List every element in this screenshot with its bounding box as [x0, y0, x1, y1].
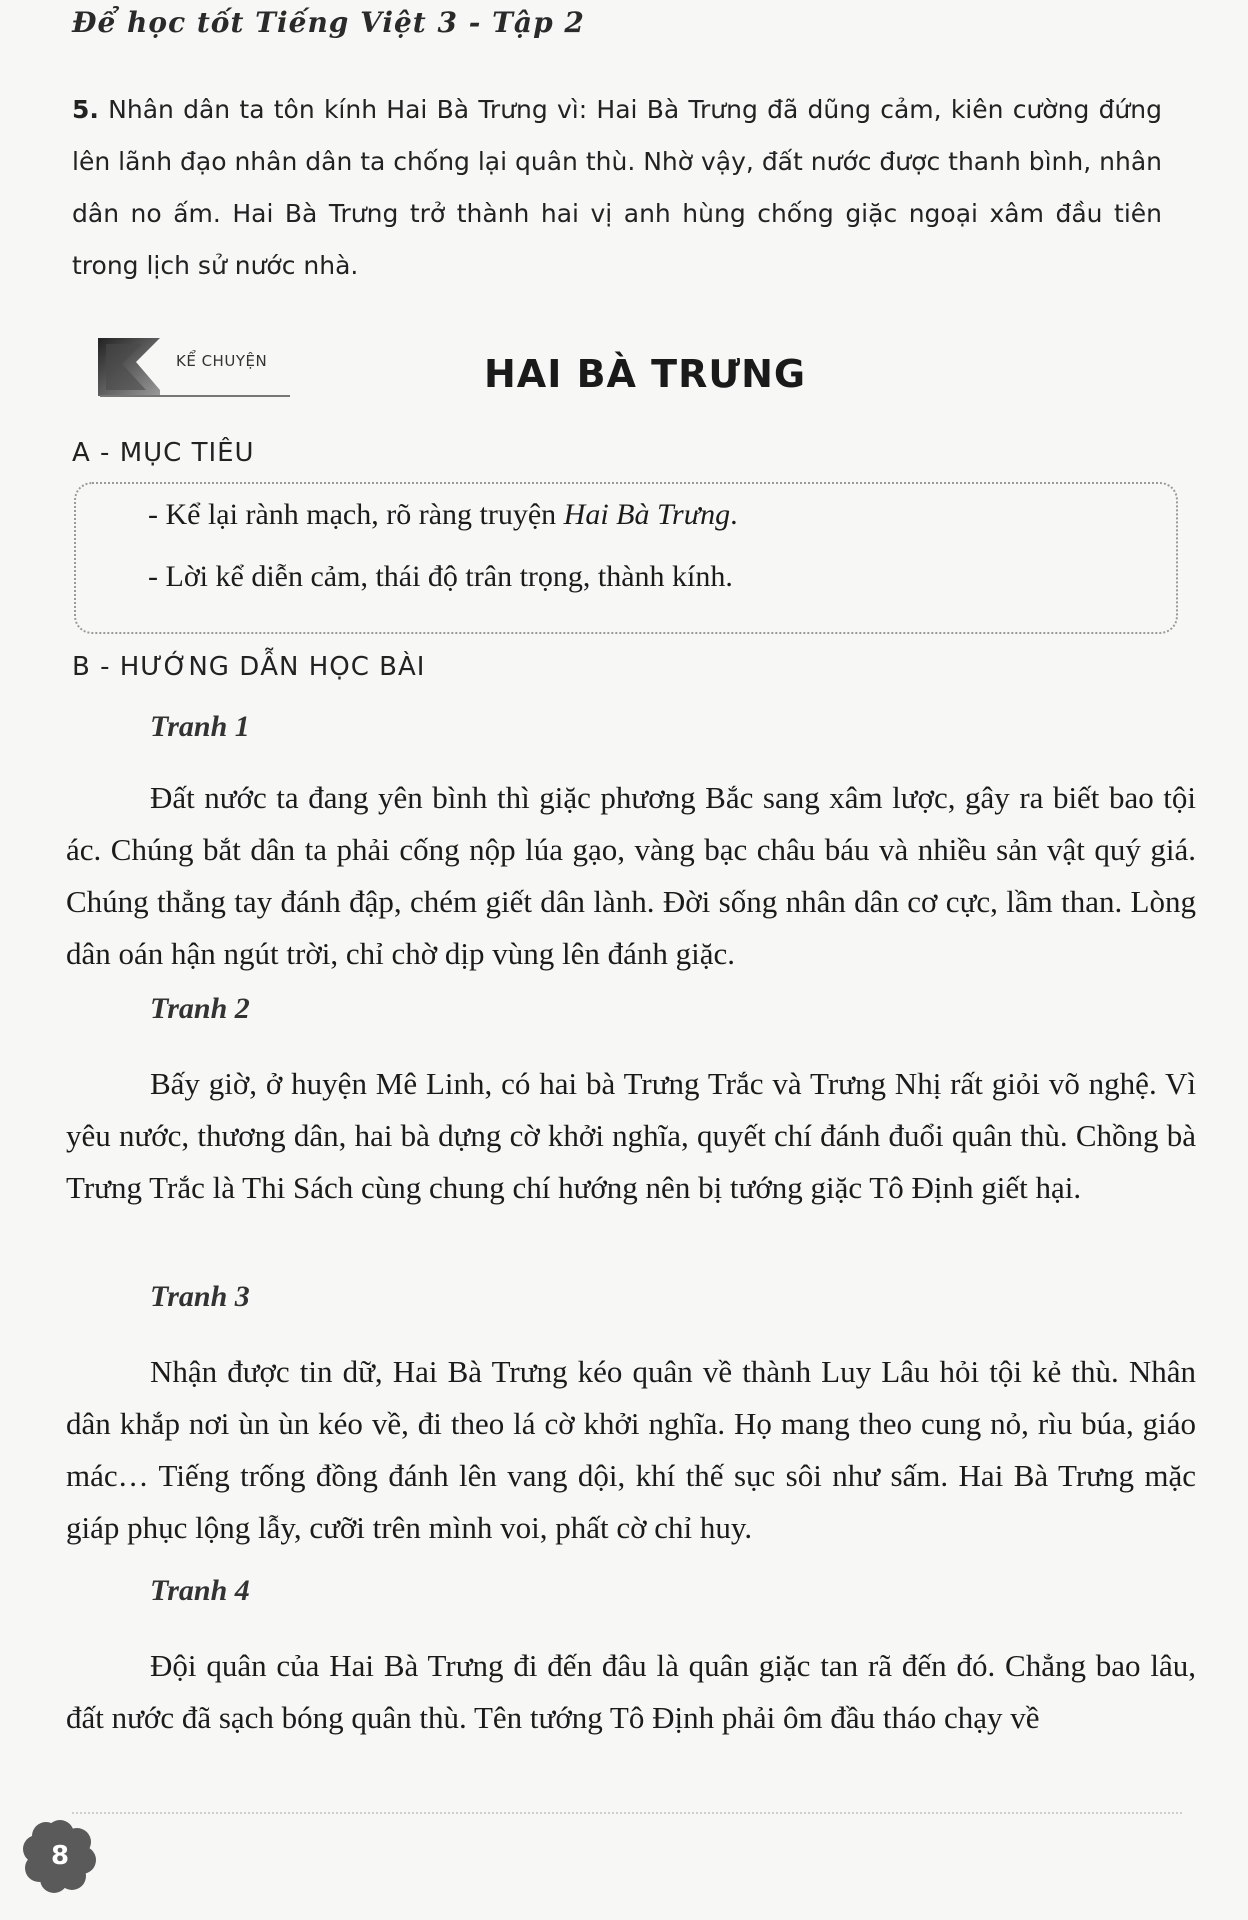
objectives-heading: A - MỤC TIÊU	[72, 438, 255, 468]
picture-label-1: Tranh 1	[150, 710, 250, 743]
picture-label-4: Tranh 4	[150, 1574, 250, 1607]
story-title: HAI BÀ TRƯNG	[484, 352, 807, 396]
page-number-badge	[22, 1818, 98, 1894]
picture-text-4: Đội quân của Hai Bà Trưng đi đến đâu là quân giặc tan rã đến đó. Chẳng bao lâu, đất nước đã sạch bóng quân thù. Tên tướng Tô Định phải ôm đầu tháo chạy về	[66, 1648, 1196, 1735]
section-badge-label: KỂ CHUYỆN	[176, 352, 268, 370]
picture-text-3: Nhận được tin dữ, Hai Bà Trưng kéo quân về thành Luy Lâu hỏi tội kẻ thù. Nhân dân khắp nơi ùn ùn kéo về, đi theo lá cờ khởi nghĩa. Họ mang theo cung nỏ, rìu búa, giáo mác… Tiếng trống đồng đánh lên vang dội, khí thế sục sôi như sấm. Hai Bà Trưng mặc giáp phục lộng lẫy, cưỡi trên mình voi, phất cờ chỉ huy.	[66, 1354, 1196, 1545]
bottom-rule	[72, 1812, 1182, 1814]
objective-item-1: - Kể lại rành mạch, rõ ràng truyện Hai Bà Trưng.	[148, 498, 738, 531]
picture-text-1: Đất nước ta đang yên bình thì giặc phương Bắc sang xâm lược, gây ra biết bao tội ác. Chúng bắt dân ta phải cống nộp lúa gạo, vàng bạc châu báu và nhiều sản vật quý giá. Chúng thẳng tay đánh đập, chém giết dân lành. Đời sống nhân dân cơ cực, lầm than. Lòng dân oán hận ngút trời, chỉ chờ dịp vùng lên đánh giặc.	[66, 780, 1196, 971]
answer-text: Nhân dân ta tôn kính Hai Bà Trưng vì: Hai Bà Trưng đã dũng cảm, kiên cường đứng lên lãnh đạo nhân dân ta chống lại quân thù. Nhờ vậy, đất nước được thanh bình, nhân dân no ấm. Hai Bà Trưng trở thành hai vị anh hùng chống giặc ngoại xâm đầu tiên trong lịch sử nước nhà.	[72, 95, 1162, 280]
story-name: Hai Bà Trưng	[563, 498, 731, 531]
picture-label-3: Tranh 3	[150, 1280, 250, 1313]
objective-item-2: - Lời kể diễn cảm, thái độ trân trọng, thành kính.	[148, 560, 733, 593]
picture-text-2: Bấy giờ, ở huyện Mê Linh, có hai bà Trưng Trắc và Trưng Nhị rất giỏi võ nghệ. Vì yêu nước, thương dân, hai bà dựng cờ khởi nghĩa, quyết chí đánh đuổi quân thù. Chồng bà Trưng Trắc là Thi Sách cùng chung chí hướng nên bị tướng giặc Tô Định giết hại.	[66, 1066, 1196, 1205]
section-badge-icon	[98, 338, 168, 400]
guide-heading: B - HƯỚNG DẪN HỌC BÀI	[72, 652, 426, 682]
running-header: Để học tốt Tiếng Việt 3 - Tập 2	[72, 6, 585, 39]
section-badge	[98, 338, 293, 400]
section-badge-rule	[100, 395, 290, 397]
page-number: 8	[50, 1841, 70, 1871]
answer-5-paragraph	[72, 84, 1162, 292]
answer-number: 5.	[72, 95, 99, 124]
picture-label-2: Tranh 2	[150, 992, 250, 1025]
